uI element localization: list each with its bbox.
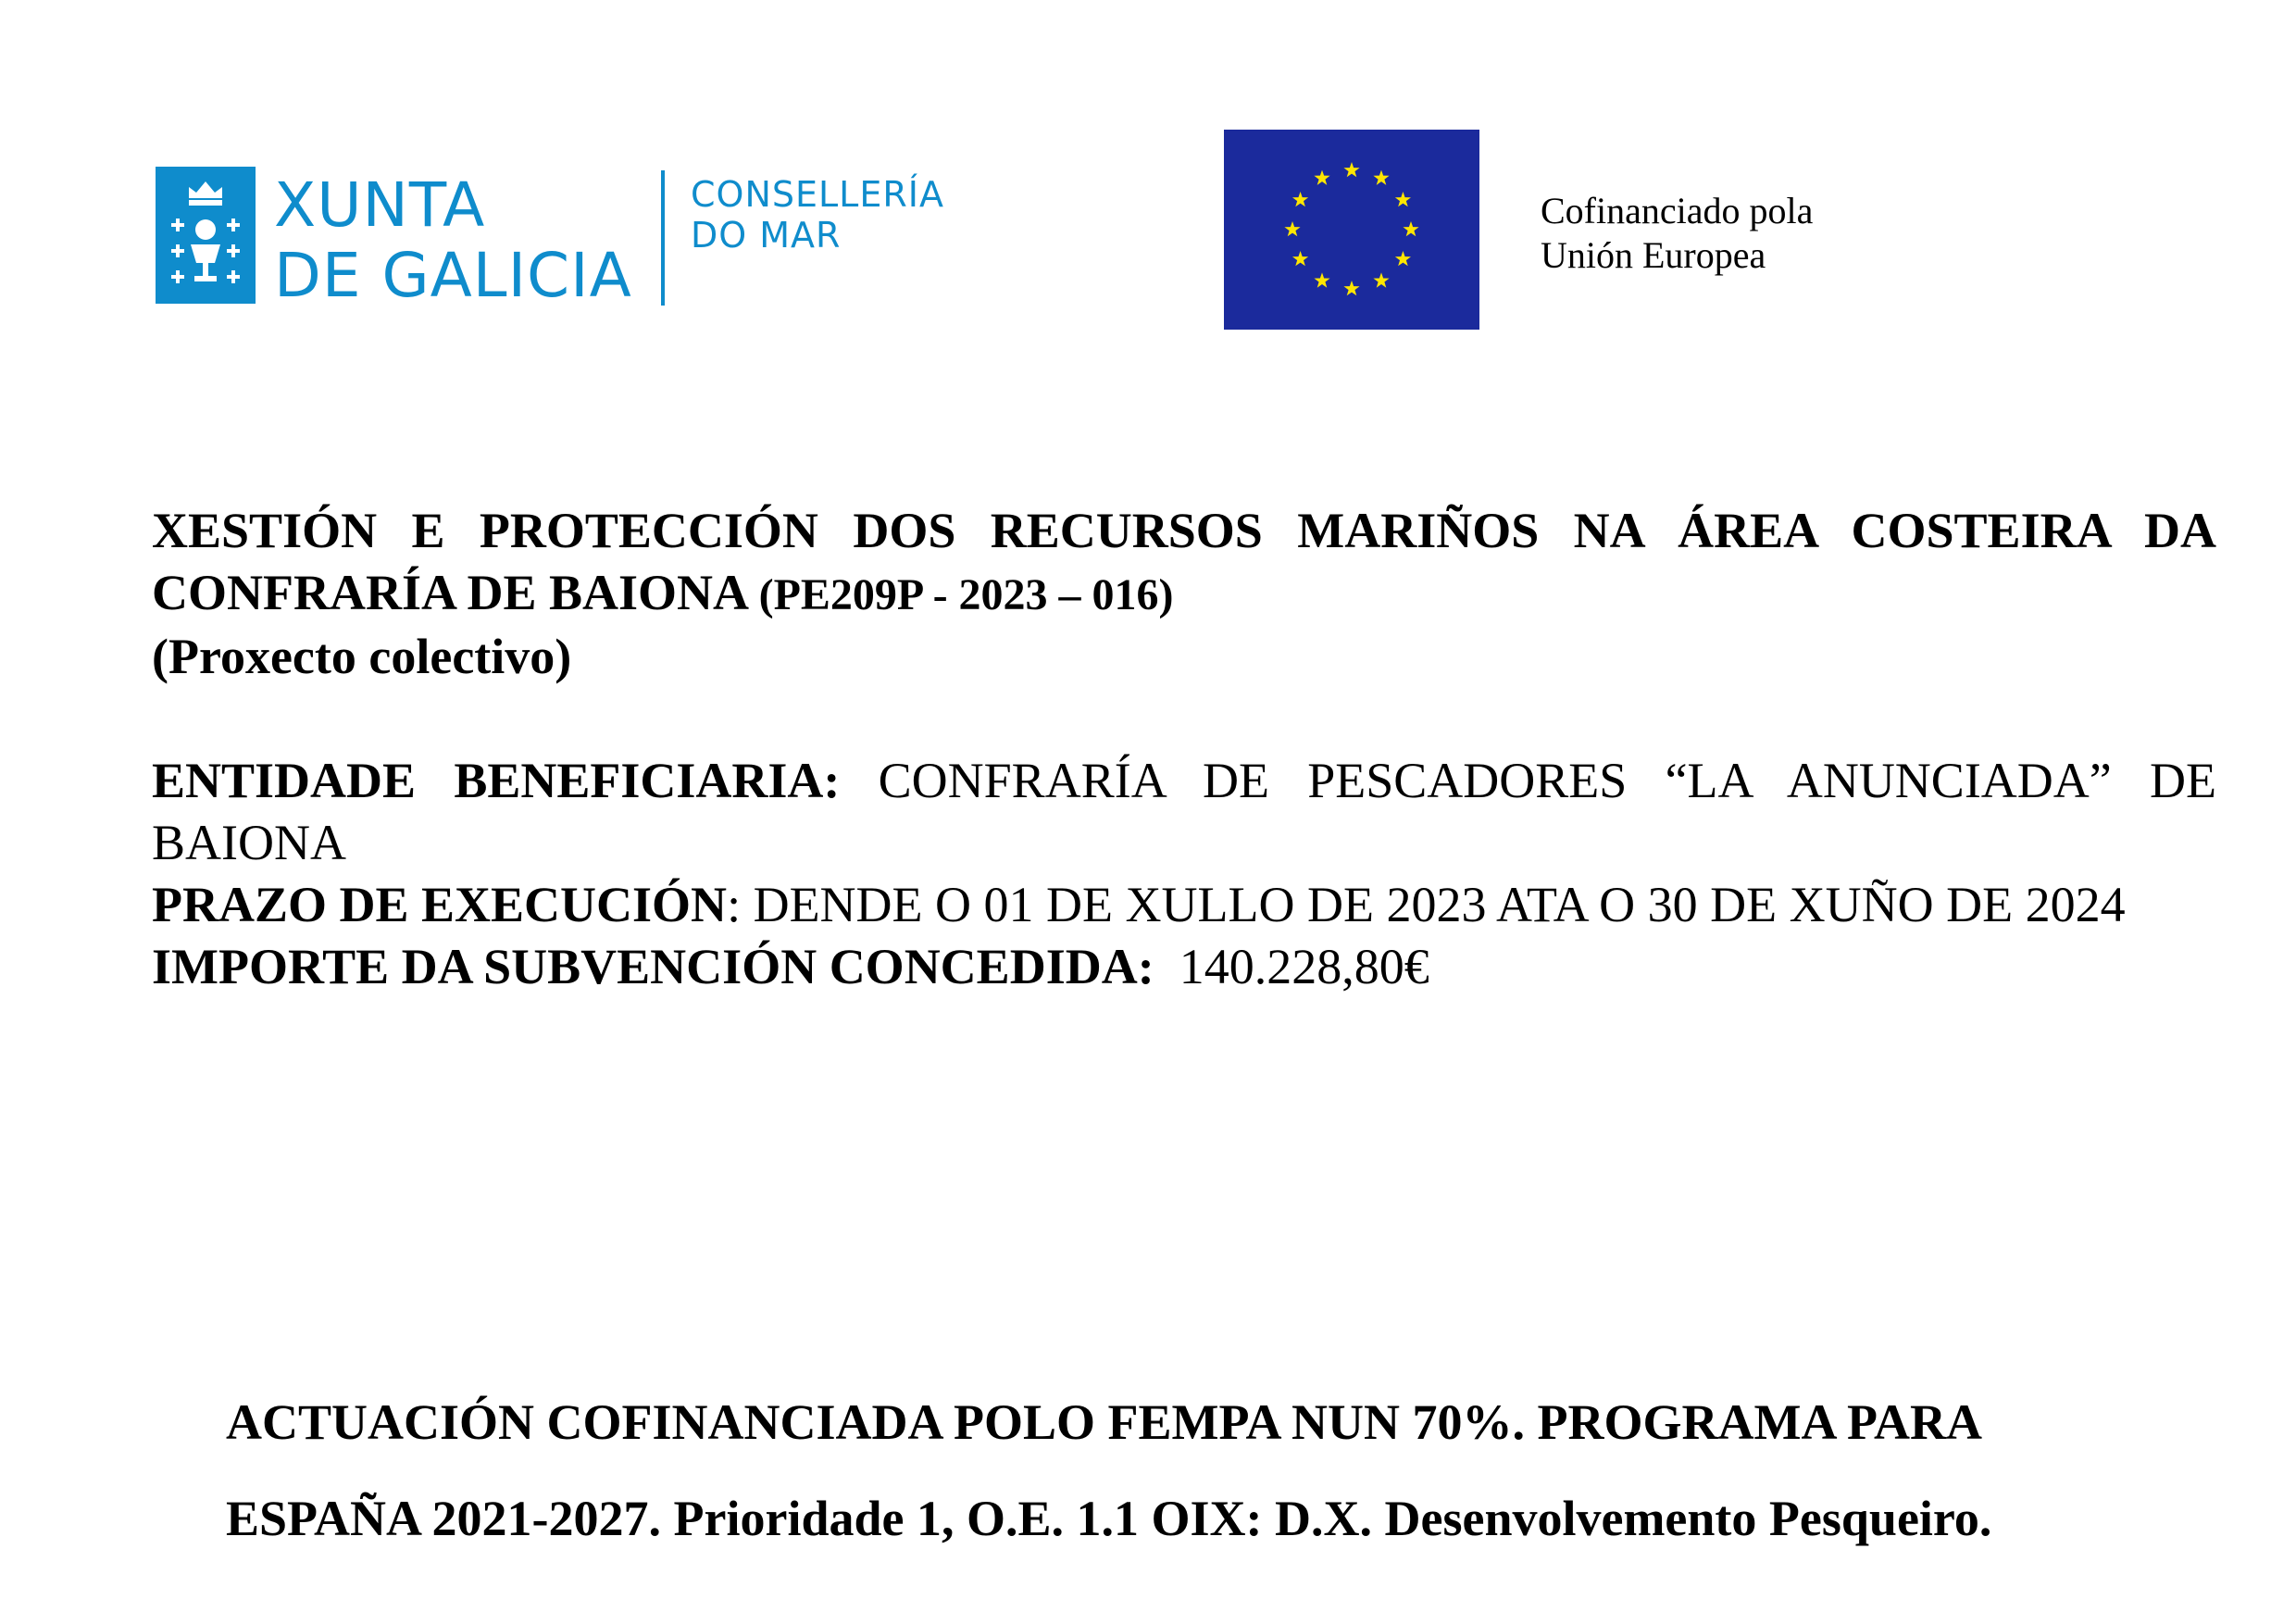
xunta-line2: DE GALICIA xyxy=(274,240,632,311)
beneficiary-row xyxy=(152,750,2216,874)
project-title-block xyxy=(152,500,2216,626)
beneficiary-label: ENTIDADE BENEFICIARIA: xyxy=(152,753,841,808)
amount-value: 140.228,80€ xyxy=(1179,939,1429,994)
funding-line2: ESPAÑA 2021-2027. Prioridade 1, O.E. 1.1 OIX: D.X. Desenvolvemento Pesqueiro. xyxy=(226,1491,1992,1546)
beneficiary-value: CONFRARÍA DE PESCADORES “LA ANUNCIADA” DE BAIONA xyxy=(152,753,2217,870)
funding-line1: ACTUACIÓN COFINANCIADA POLO FEMPA NUN 70%. PROGRAMA PARA xyxy=(226,1394,1982,1450)
eu-caption-line1: Cofinanciado pola xyxy=(1541,190,1814,231)
logo-divider xyxy=(661,170,665,306)
department-name xyxy=(691,174,944,256)
amount-label: IMPORTE DA SUBVENCIÓN CONCEDIDA: xyxy=(152,939,1154,994)
project-code: (PE209P - 2023 – 016) xyxy=(758,570,1174,619)
xunta-line1: XUNTA xyxy=(274,169,486,241)
xunta-wordmark xyxy=(274,170,632,311)
project-type: (Proxecto colectivo) xyxy=(152,629,572,684)
eu-caption-line2: Unión Europea xyxy=(1541,234,1766,276)
xunta-logo xyxy=(156,167,970,311)
eu-flag-icon xyxy=(1224,130,1479,330)
project-info xyxy=(152,500,2216,998)
period-label: PRAZO DE EXECUCIÓN xyxy=(152,877,728,932)
project-details xyxy=(152,750,2216,998)
period-value: : DENDE O 01 DE XULLO DE 2023 ATA O 30 DE XUÑO DE 2024 xyxy=(727,877,2126,932)
project-title: XESTIÓN E PROTECCIÓN DOS RECURSOS MARIÑOS NA ÁREA COSTEIRA DA CONFRARÍA DE BAIONA xyxy=(152,503,2216,620)
funding-statement xyxy=(226,1374,2148,1567)
period-row xyxy=(152,874,2216,936)
eu-caption xyxy=(1541,189,1813,278)
amount-row xyxy=(152,936,2216,998)
department-line2: DO MAR xyxy=(691,215,842,256)
department-line1: CONSELLERÍA xyxy=(691,174,944,215)
xunta-emblem-icon xyxy=(156,167,256,304)
